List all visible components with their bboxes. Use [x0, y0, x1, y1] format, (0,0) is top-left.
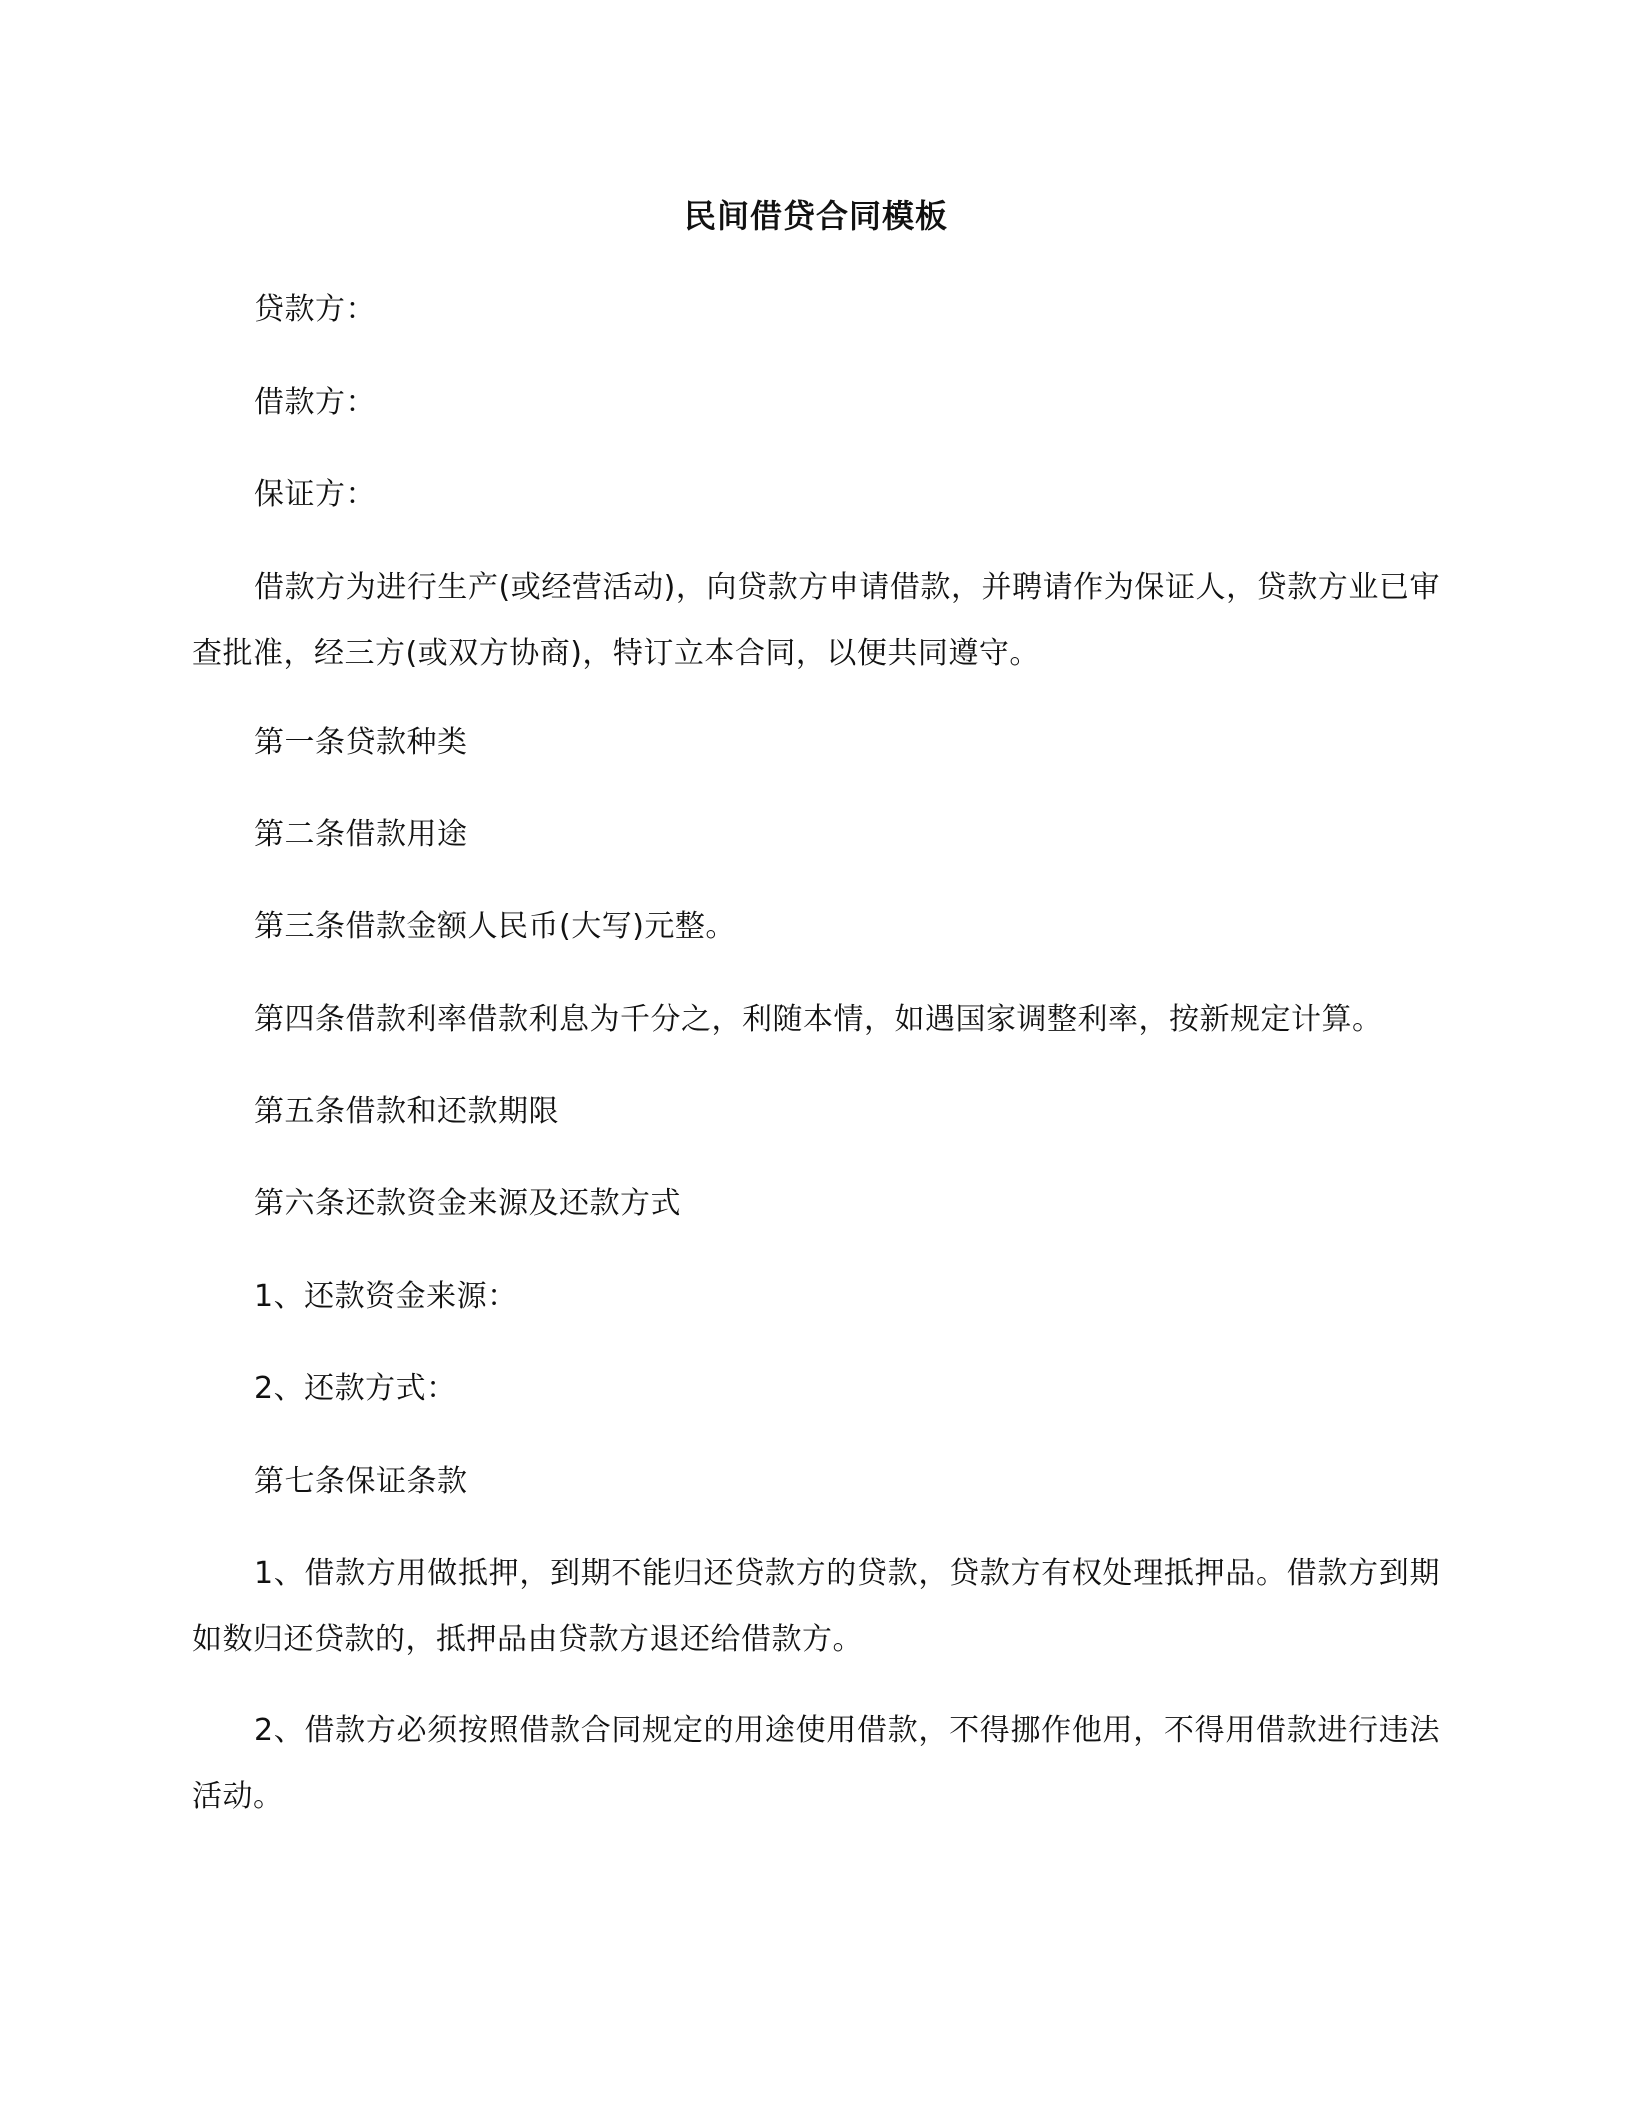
- article-1: 第一条贷款种类: [254, 725, 468, 760]
- article-6-item-2: 2、还款方式：: [254, 1371, 457, 1406]
- article-7: 第七条保证条款: [254, 1464, 468, 1499]
- lender-line: 贷款方：: [254, 292, 376, 327]
- article-5: 第五条借款和还款期限: [254, 1094, 559, 1129]
- intro-paragraph: 借款方为进行生产(或经营活动)，向贷款方申请借款，并聘请作为保证人，贷款方业已审查批准，经三方(或双方协商)，特订立本合同，以便共同遵守。: [192, 570, 1440, 671]
- article-6: 第六条还款资金来源及还款方式: [254, 1186, 681, 1221]
- borrower-line: 借款方：: [254, 385, 376, 420]
- article-3: 第三条借款金额人民币(大写)元整。: [254, 909, 736, 944]
- article-7-item-1: 1、借款方用做抵押，到期不能归还贷款方的贷款，贷款方有权处理抵押品。借款方到期如数归还贷款的，抵押品由贷款方退还给借款方。: [192, 1556, 1440, 1657]
- article-2: 第二条借款用途: [254, 817, 468, 852]
- article-7-item-2: 2、借款方必须按照借款合同规定的用途使用借款，不得挪作他用，不得用借款进行违法活动。: [192, 1713, 1440, 1814]
- article-4: 第四条借款利率借款利息为千分之，利随本情，如遇国家调整利率，按新规定计算。: [254, 1002, 1383, 1037]
- guarantor-line: 保证方：: [254, 477, 376, 512]
- article-6-item-1: 1、还款资金来源：: [254, 1279, 518, 1314]
- document-title: 民间借贷合同模板: [683, 197, 948, 235]
